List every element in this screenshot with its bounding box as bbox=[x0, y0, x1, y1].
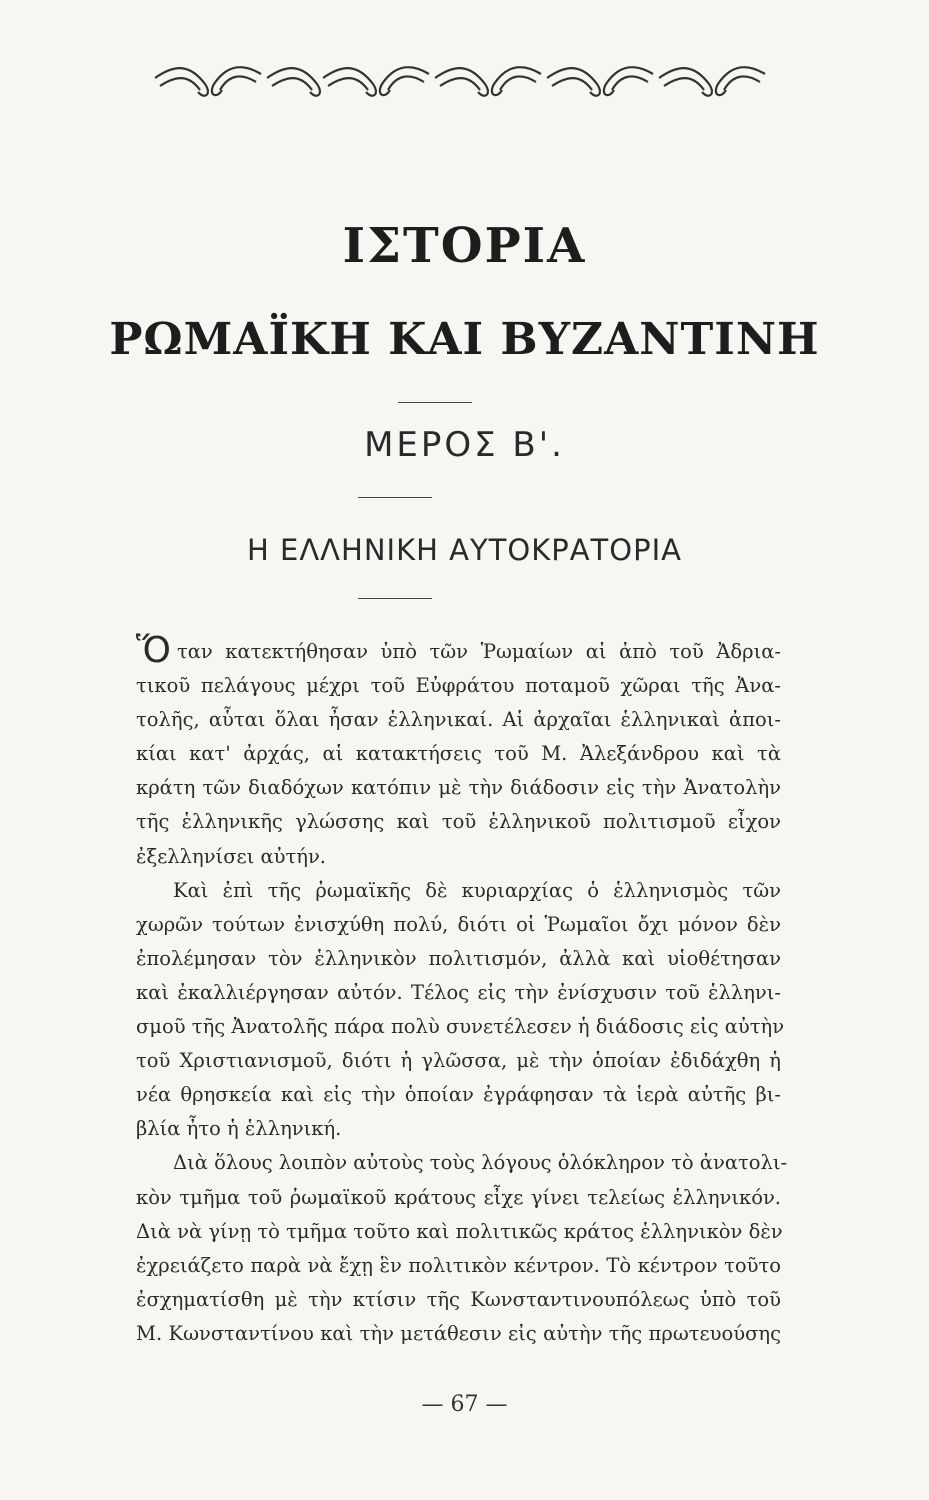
text-line: τολῆς, αὗται ὅλαι ἦσαν ἑλληνικαί. Αἱ ἀρχαῖαι ἑλληνικαὶ ἀποι- bbox=[136, 708, 781, 732]
text-line: καὶ ἐκαλλιέργησαν αὐτόν. Τέλος εἰς τὴν ἐνίσχυσιν τοῦ ἑλληνι- bbox=[136, 980, 781, 1004]
divider-rule bbox=[358, 598, 432, 599]
text-line: ἐχρειάζετο παρὰ νὰ ἔχῃ ἓν πολιτικὸν κέντρον. Τὸ κέντρον τοῦτο bbox=[136, 1253, 781, 1277]
book-subtitle: ΡΩΜΑΪΚΗ ΚΑΙ ΒΥΖΑΝΤΙΝΗ bbox=[109, 314, 820, 365]
text-line: χωρῶν τούτων ἐνισχύθη πολύ, διότι οἱ Ῥωμαῖοι ὄχι μόνον δὲν bbox=[136, 912, 781, 936]
text-line: Ὅταν κατεκτήθησαν ὑπὸ τῶν Ῥωμαίων αἱ ἀπὸ τοῦ Ἀδρια- bbox=[136, 630, 781, 671]
page-number: — 67 — bbox=[421, 1392, 508, 1417]
text-line: τῆς ἑλληνικῆς γλώσσης καὶ τοῦ ἑλληνικοῦ πολιτισμοῦ εἶχον bbox=[136, 810, 781, 834]
part-heading: ΜΕΡΟΣ Β'. bbox=[364, 425, 565, 465]
divider-rule bbox=[358, 497, 432, 498]
text-line: κὸν τμῆμα τοῦ ῥωμαϊκοῦ κράτους εἶχε γίνει τελείως ἑλληνικόν. bbox=[136, 1185, 781, 1209]
text-line: κίαι κατ' ἀρχάς, αἱ κατακτήσεις τοῦ Μ. Ἀλεξάνδρου καὶ τὰ bbox=[136, 742, 781, 766]
text-line: ἐξελληνίσει αὐτήν. bbox=[136, 844, 327, 868]
decorative-border-ornament bbox=[150, 60, 780, 108]
text-line: Διὰ νὰ γίνῃ τὸ τμῆμα τοῦτο καὶ πολιτικῶς κράτος ἑλληνικὸν δὲν bbox=[136, 1219, 783, 1243]
text-line: Καὶ ἐπὶ τῆς ῥωμαϊκῆς δὲ κυριαρχίας ὁ ἑλληνισμὸς τῶν bbox=[173, 878, 781, 902]
text-line: σμοῦ τῆς Ἀνατολῆς πάρα πολὺ συνετέλεσεν ἡ διάδοσις εἰς αὐτὴν bbox=[136, 1015, 785, 1039]
drop-cap: Ὅ bbox=[136, 630, 171, 671]
text-line: νέα θρησκεία καὶ εἰς τὴν ὁποίαν ἐγράφησαν τὰ ἱερὰ αὐτῆς βι- bbox=[136, 1083, 781, 1107]
text-line: τικοῦ πελάγους μέχρι τοῦ Εὐφράτου ποταμοῦ χῶραι τῆς Ἀνα- bbox=[136, 674, 781, 698]
divider-rule bbox=[398, 402, 472, 403]
text-line: Διὰ ὅλους λοιπὸν αὐτοὺς τοὺς λόγους ὁλόκληρον τὸ ἀνατολι- bbox=[173, 1151, 788, 1175]
text-line: βλία ἦτο ἡ ἑλληνική. bbox=[136, 1117, 342, 1141]
text-line: ἐπολέμησαν τὸν ἑλληνικὸν πολιτισμόν, ἀλλὰ καὶ υἱοθέτησαν bbox=[136, 946, 781, 970]
book-title: ΙΣΤΟΡΙΑ bbox=[342, 218, 587, 274]
body-text bbox=[136, 630, 788, 1351]
text-line: Μ. Κωνσταντίνου καὶ τὴν μετάθεσιν εἰς αὐτὴν τῆς πρωτευούσης bbox=[136, 1321, 781, 1345]
text-line: κράτη τῶν διαδόχων κατόπιν μὲ τὴν διάδοσιν εἰς τὴν Ἀνατολὴν bbox=[136, 776, 781, 800]
text-line: ἐσχηματίσθη μὲ τὴν κτίσιν τῆς Κωνσταντινουπόλεως ὑπὸ τοῦ bbox=[136, 1287, 781, 1311]
ornament-swash bbox=[155, 68, 208, 96]
text-line: τοῦ Χριστιανισμοῦ, διότι ἡ γλῶσσα, μὲ τὴν ὁποίαν ἐδιδάχθη ἡ bbox=[136, 1049, 781, 1073]
chapter-heading: Η ΕΛΛΗΝΙΚΗ ΑΥΤΟΚΡΑΤΟΡΙΑ bbox=[247, 533, 682, 567]
